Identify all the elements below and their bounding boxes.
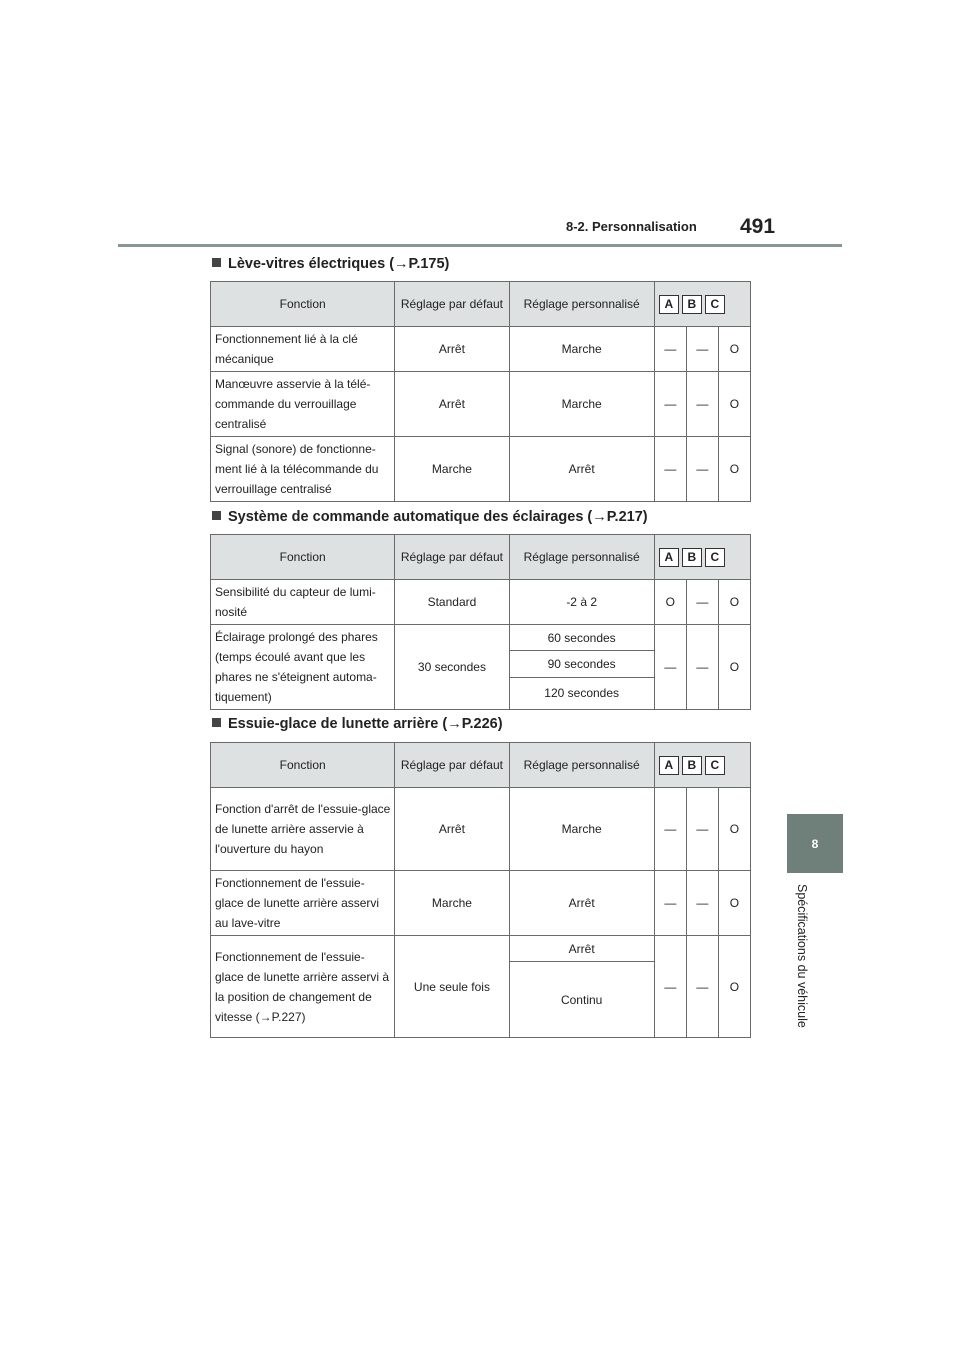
cell-c: O bbox=[718, 327, 750, 372]
page-number: 491 bbox=[740, 215, 776, 238]
cell-b: — bbox=[686, 788, 718, 871]
table-row bbox=[211, 580, 751, 625]
cell-a: — bbox=[654, 625, 686, 710]
cell-fonction: Manœuvre asservie à la télé-commande du verrouillage centralisé bbox=[211, 372, 395, 437]
col-perso: Réglage personnalisé bbox=[509, 282, 654, 327]
cell-fonction: Sensibilité du capteur de lumi-nosité bbox=[211, 580, 395, 625]
cell-a: — bbox=[654, 788, 686, 871]
table-row bbox=[211, 871, 751, 936]
chapter-tab[interactable] bbox=[787, 814, 843, 873]
table-row bbox=[211, 372, 751, 437]
section-title-eclairages bbox=[212, 509, 648, 525]
col-abc bbox=[654, 743, 750, 788]
col-fonction: Fonction bbox=[211, 535, 395, 580]
cell-a: — bbox=[654, 437, 686, 502]
cell-defaut: Arrêt bbox=[395, 327, 509, 372]
cell-perso-option: Continu bbox=[509, 962, 654, 1038]
cell-b: — bbox=[686, 936, 718, 1038]
cell-perso: Marche bbox=[509, 327, 654, 372]
chapter-number: 8 bbox=[811, 836, 819, 851]
section-title-leve-vitres bbox=[212, 256, 449, 272]
table-essuie-glace bbox=[210, 742, 751, 1038]
square-bullet-icon bbox=[212, 258, 221, 267]
table-row bbox=[211, 625, 751, 651]
cell-b: — bbox=[686, 372, 718, 437]
cell-fonction: Éclairage prolongé des phares (temps écoulé avant que les phares ne s'éteignent automa-tiquement) bbox=[211, 625, 395, 710]
cell-perso: Marche bbox=[509, 788, 654, 871]
table-row bbox=[211, 936, 751, 962]
col-perso: Réglage personnalisé bbox=[509, 535, 654, 580]
cell-fonction: Fonction d'arrêt de l'essuie-glace de lunette arrière asservie à l'ouverture du hayon bbox=[211, 788, 395, 871]
square-bullet-icon bbox=[212, 718, 221, 727]
cell-a: O bbox=[654, 580, 686, 625]
cell-defaut: Marche bbox=[395, 871, 509, 936]
table-leve-vitres bbox=[210, 281, 751, 502]
cell-perso-option: Arrêt bbox=[509, 936, 654, 962]
cell-perso: Arrêt bbox=[509, 437, 654, 502]
cell-perso: Marche bbox=[509, 372, 654, 437]
cell-fonction: Fonctionnement lié à la clé mécanique bbox=[211, 327, 395, 372]
table-header-row bbox=[211, 282, 751, 327]
cell-b: — bbox=[686, 437, 718, 502]
label-a: A bbox=[659, 548, 679, 567]
cell-perso-option: 90 secondes bbox=[509, 651, 654, 677]
col-perso: Réglage personnalisé bbox=[509, 743, 654, 788]
label-c: C bbox=[705, 295, 725, 314]
cell-c: O bbox=[718, 580, 750, 625]
section-title-text: Essuie-glace de lunette arrière (→P.226) bbox=[228, 716, 503, 732]
col-abc bbox=[654, 282, 750, 327]
table-header-row bbox=[211, 743, 751, 788]
header-divider bbox=[118, 244, 842, 247]
section-title-essuie-glace bbox=[212, 716, 503, 732]
cell-fonction: Signal (sonore) de fonctionne-ment lié à la télécommande du verrouillage centralisé bbox=[211, 437, 395, 502]
cell-defaut: 30 secondes bbox=[395, 625, 509, 710]
table-row bbox=[211, 788, 751, 871]
section-header: 8-2. Personnalisation bbox=[566, 219, 697, 234]
cell-perso: -2 à 2 bbox=[509, 580, 654, 625]
cell-defaut: Une seule fois bbox=[395, 936, 509, 1038]
col-fonction: Fonction bbox=[211, 282, 395, 327]
square-bullet-icon bbox=[212, 511, 221, 520]
cell-c: O bbox=[718, 788, 750, 871]
label-c: C bbox=[705, 756, 725, 775]
section-title-text: Lève-vitres électriques (→P.175) bbox=[228, 256, 450, 272]
cell-perso-option: 120 secondes bbox=[509, 677, 654, 709]
label-c: C bbox=[705, 548, 725, 567]
table-eclairages bbox=[210, 534, 751, 710]
cell-a: — bbox=[654, 327, 686, 372]
table-row bbox=[211, 437, 751, 502]
cell-defaut: Arrêt bbox=[395, 788, 509, 871]
cell-c: O bbox=[718, 372, 750, 437]
col-defaut: Réglage par défaut bbox=[395, 535, 509, 580]
table-header-row bbox=[211, 535, 751, 580]
cell-defaut: Marche bbox=[395, 437, 509, 502]
col-abc bbox=[654, 535, 750, 580]
col-defaut: Réglage par défaut bbox=[395, 282, 509, 327]
cell-perso: Arrêt bbox=[509, 871, 654, 936]
label-a: A bbox=[659, 295, 679, 314]
label-b: B bbox=[682, 548, 702, 567]
cell-a: — bbox=[654, 936, 686, 1038]
cell-b: — bbox=[686, 625, 718, 710]
cell-b: — bbox=[686, 327, 718, 372]
cell-defaut: Arrêt bbox=[395, 372, 509, 437]
col-fonction: Fonction bbox=[211, 743, 395, 788]
cell-c: O bbox=[718, 871, 750, 936]
label-b: B bbox=[682, 756, 702, 775]
section-title-text: Système de commande automatique des éclairages (→P.217) bbox=[228, 509, 648, 525]
cell-b: — bbox=[686, 580, 718, 625]
cell-c: O bbox=[718, 437, 750, 502]
cell-defaut: Standard bbox=[395, 580, 509, 625]
chapter-label: Spécifications du véhicule bbox=[795, 884, 809, 1028]
table-row bbox=[211, 327, 751, 372]
cell-fonction: Fonctionnement de l'essuie-glace de lunette arrière asservi à la position de changement de vitesse (→P.227) bbox=[211, 936, 395, 1038]
cell-c: O bbox=[718, 625, 750, 710]
label-a: A bbox=[659, 756, 679, 775]
cell-a: — bbox=[654, 871, 686, 936]
cell-fonction: Fonctionnement de l'essuie-glace de lunette arrière asservi au lave-vitre bbox=[211, 871, 395, 936]
cell-perso-option: 60 secondes bbox=[509, 625, 654, 651]
cell-c: O bbox=[718, 936, 750, 1038]
cell-b: — bbox=[686, 871, 718, 936]
label-b: B bbox=[682, 295, 702, 314]
col-defaut: Réglage par défaut bbox=[395, 743, 509, 788]
cell-a: — bbox=[654, 372, 686, 437]
